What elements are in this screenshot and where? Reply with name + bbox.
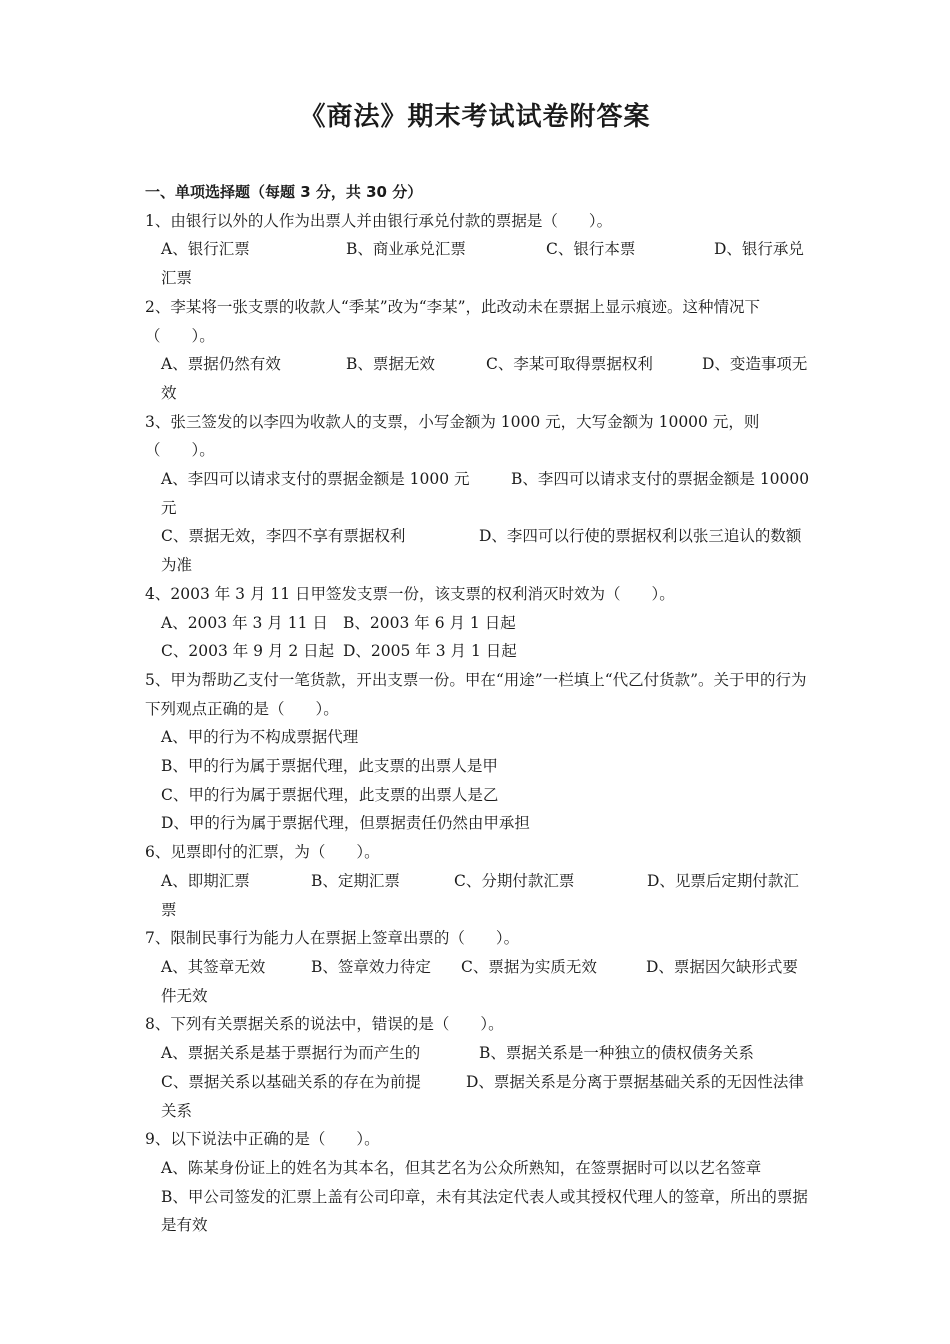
option-d: D、2005 年 3 月 1 日起 <box>343 642 517 661</box>
option-a: A、其签章无效 <box>161 957 266 976</box>
option-a: A、甲的行为不构成票据代理 <box>161 728 359 747</box>
option-row <box>145 867 810 924</box>
option-b: B、票据关系是一种独立的债权债务关系 <box>479 1044 754 1063</box>
option-row <box>145 609 810 638</box>
option-row <box>145 637 810 666</box>
question-2 <box>145 293 810 408</box>
option-a: A、即期汇票 <box>161 871 250 890</box>
option-c: C、票据为实质无效 <box>461 957 597 976</box>
question-stem: 9、以下说法中正确的是（ ）。 <box>145 1130 380 1149</box>
option-b: B、票据无效 <box>346 355 435 374</box>
question-4 <box>145 580 810 666</box>
option-row <box>145 522 810 579</box>
option-d: D、票据因欠缺形式要件无效 <box>161 957 798 1005</box>
option-a: A、陈某身份证上的姓名为其本名，但其艺名为公众所熟知，在签票据时可以以艺名签章 <box>161 1158 762 1177</box>
option-a: A、李四可以请求支付的票据金额是 1000 元 <box>161 470 470 489</box>
question-stem: 3、张三签发的以李四为收款人的支票，小写金额为 1000 元，大写金额为 10000 元，则（ ）。 <box>145 412 760 460</box>
option-row <box>145 1068 810 1125</box>
question-stem: 2、李某将一张支票的收款人“季某”改为“李某”，此改动未在票据上显示痕迹。这种情况下（ ）。 <box>145 297 761 345</box>
option-a: A、银行汇票 <box>161 240 250 259</box>
question-stem: 1、由银行以外的人作为出票人并由银行承兑付款的票据是（ ）。 <box>145 211 613 230</box>
option-d: D、变造事项无效 <box>161 355 808 402</box>
question-stem: 6、见票即付的汇票，为（ ）。 <box>145 843 380 862</box>
option-b: B、李四可以请求支付的票据金额是 10000 元 <box>161 470 810 517</box>
option-c: C、2003 年 9 月 2 日起 <box>161 642 335 661</box>
option-d: D、银行承兑汇票 <box>161 240 804 288</box>
question-5 <box>145 666 810 838</box>
option-d: D、李四可以行使的票据权利以张三追认的数额为准 <box>161 527 802 575</box>
option-row <box>145 1039 810 1068</box>
question-1 <box>145 207 810 293</box>
question-list <box>145 178 810 1240</box>
option-a: A、票据关系是基于票据行为而产生的 <box>161 1044 421 1063</box>
question-9 <box>145 1125 810 1240</box>
option-c: C、银行本票 <box>546 240 636 259</box>
option-c: C、票据关系以基础关系的存在为前提 <box>161 1072 421 1091</box>
option-d: D、见票后定期付款汇票 <box>161 871 799 919</box>
option-c: C、李某可取得票据权利 <box>486 355 653 374</box>
option-row <box>145 953 810 1010</box>
option-c: C、分期付款汇票 <box>454 871 575 890</box>
option-b: B、商业承兑汇票 <box>346 240 466 259</box>
option-row <box>145 465 810 522</box>
option-c: C、票据无效，李四不享有票据权利 <box>161 527 406 546</box>
option-b: B、定期汇票 <box>311 871 400 890</box>
question-3 <box>145 408 810 580</box>
section-heading: 一、单项选择题（每题 3 分，共 30 分） <box>145 183 423 201</box>
option-a: A、票据仍然有效 <box>161 355 281 374</box>
question-stem: 4、2003 年 3 月 11 日甲签发支票一份，该支票的权利消灭时效为（ ）。 <box>145 584 675 603</box>
option-d: D、票据关系是分离于票据基础关系的无因性法律关系 <box>161 1072 804 1120</box>
option-b: B、甲公司签发的汇票上盖有公司印章，未有其法定代表人或其授权代理人的签章，所出的票据是有效 <box>161 1187 808 1235</box>
question-6 <box>145 838 810 924</box>
question-stem: 8、下列有关票据关系的说法中，错误的是（ ）。 <box>145 1015 504 1034</box>
question-stem: 7、限制民事行为能力人在票据上签章出票的（ ）。 <box>145 929 520 948</box>
option-c: C、甲的行为属于票据代理，此支票的出票人是乙 <box>161 785 499 804</box>
page-title: 《商法》期末考试试卷附答案 <box>299 102 651 132</box>
option-row <box>145 350 810 407</box>
question-stem: 5、甲为帮助乙支付一笔货款，开出支票一份。甲在“用途”一栏填上“代乙付货款”。关于甲的行为下列观点正确的是（ ）。 <box>145 670 807 718</box>
option-row <box>145 235 810 292</box>
option-b: B、甲的行为属于票据代理，此支票的出票人是甲 <box>161 757 498 776</box>
question-7 <box>145 924 810 1010</box>
option-d: D、甲的行为属于票据代理，但票据责任仍然由甲承担 <box>161 814 530 833</box>
option-b: B、2003 年 6 月 1 日起 <box>343 613 516 632</box>
question-8 <box>145 1010 810 1125</box>
option-b: B、签章效力待定 <box>311 957 431 976</box>
option-a: A、2003 年 3 月 11 日 <box>161 613 328 632</box>
